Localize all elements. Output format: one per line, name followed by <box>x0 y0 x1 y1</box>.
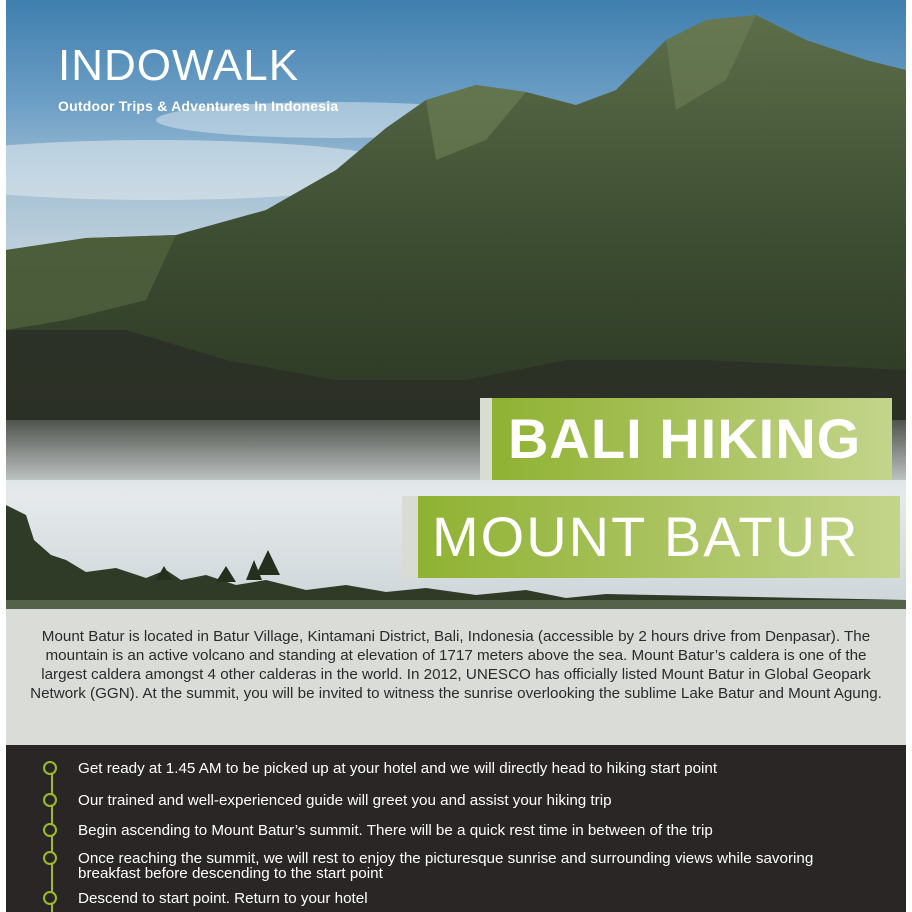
description-panel <box>6 609 906 745</box>
description-text: Mount Batur is located in Batur Village, Kintamani District, Bali, Indonesia (accessible by 2 hours drive from Denpasar). The mountain is an active volcano and standing at elevation of 1717 meters above the sea. Mount Batur’s caldera is one of the largest caldera amongst 4 other calderas in the world. In 2012, UNESCO has officially listed Mount Batur in Global Geopark Network (GGN). At the summit, you will be invited to witness the sunrise overlooking the sublime Lake Batur and Mount Agung. <box>30 628 882 702</box>
brand-name: INDOWALK <box>58 41 300 90</box>
itinerary-step-text: Begin ascending to Mount Batur’s summit. There will be a quick rest time in between of the trip <box>78 822 713 839</box>
itinerary-step-text: Once reaching the summit, we will rest to enjoy the picturesque sunrise and surrounding views while savoring breakfast before descending to the start point <box>78 850 814 882</box>
itinerary-panel <box>6 745 906 912</box>
title-line-1: BALI HIKING <box>508 407 862 470</box>
itinerary-step-text: Our trained and well-experienced guide will greet you and assist your hiking trip <box>78 792 612 809</box>
itinerary-step-text: Descend to start point. Return to your hotel <box>78 890 368 907</box>
right-border <box>906 0 912 912</box>
brand-logo <box>58 41 339 114</box>
timeline-circle-icon <box>43 823 57 837</box>
title-banner-mount-batur <box>402 496 902 578</box>
timeline-circle-icon <box>43 793 57 807</box>
timeline-circle-icon <box>43 891 57 905</box>
timeline-circle-icon <box>43 761 57 775</box>
itinerary-step-text: Get ready at 1.45 AM to be picked up at your hotel and we will directly head to hiking start point <box>78 760 718 777</box>
title-banner-bali-hiking <box>480 398 900 480</box>
brand-tagline: Outdoor Trips & Adventures In Indonesia <box>58 98 339 114</box>
timeline-circle-icon <box>43 851 57 865</box>
title-line-2: MOUNT BATUR <box>432 505 860 568</box>
